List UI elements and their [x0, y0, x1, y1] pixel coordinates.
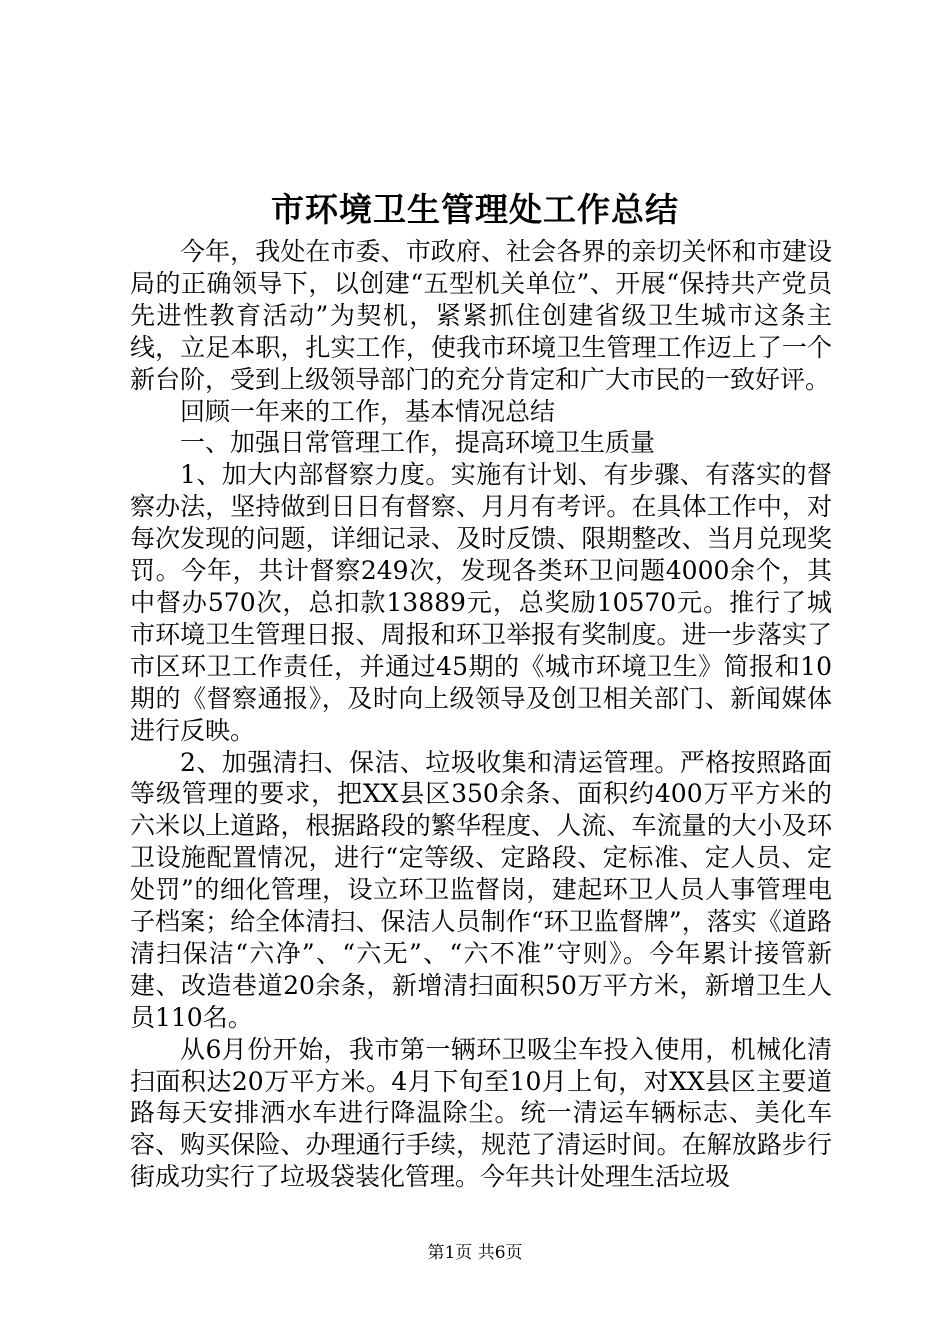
section-heading-1: 一、加强日常管理工作，提高环境卫生质量 [180, 428, 656, 458]
page-footer: 第1页 共6页 [427, 1243, 523, 1263]
paragraph-intro: 今年，我处在市委、市政府、社会各界的亲切关怀和市建设局的正确领导下，以创建“五型机关单位”、开展“保持共产党员先进性教育活动”为契机，紧紧抓住创建省级卫生城市这条主线，立足本职，扎实工作，使我市环境卫生管理工作迈上了一个新台阶，受到上级领导部门的充分肯定和广大市民的一致好评。 [130, 237, 832, 394]
paragraph-item-2-continued: 从6月份开始，我市第一辆环卫吸尘车投入使用，机械化清扫面积达20万平方米。4月下旬至10月上旬，对XX县区主要道路每天安排洒水车进行降温除尘。统一清运车辆标志、美化车容、购买保险、办理通行手续，规范了清运时间。在解放路步行街成功实行了垃圾袋装化管理。今年共计处理生活垃圾 [130, 1034, 832, 1192]
document-body [130, 236, 832, 1193]
paragraph-item-1: 1、加大内部督察力度。实施有计划、有步骤、有落实的督察办法，坚持做到日日有督察、月月有考评。在具体工作中，对每次发现的问题，详细记录、及时反馈、限期整改、当月兑现奖罚。今年，共计督察249次，发现各类环卫问题4000余个，其中督办570次，总扣款13889元，总奖励10570元。推行了城市环境卫生管理日报、周报和环卫举报有奖制度。进一步落实了市区环卫工作责任，并通过45期的《城市环境卫生》简报和10期的《督察通报》，及时向上级领导及创卫相关部门、新闻媒体进行反映。 [130, 460, 832, 745]
paragraph-review: 回顾一年来的工作，基本情况总结 [180, 396, 556, 426]
document-title: 市环境卫生管理处工作总结 [271, 190, 679, 229]
paragraph-item-2: 2、加强清扫、保洁、垃圾收集和清运管理。严格按照路面等级管理的要求，把XX县区350余条、面积约400万平方米的六米以上道路，根据路段的繁华程度、人流、车流量的大小及环卫设施配置情况，进行“定等级、定路段、定标准、定人员、定处罚”的细化管理，设立环卫监督岗，建起环卫人员人事管理电子档案；给全体清扫、保洁人员制作“环卫监督牌”，落实《道路清扫保洁“六净”、“六无”、“六不准”守则》。今年累计接管新建、改造巷道20余条，新增清扫面积50万平方米，新增卫生人员110名。 [130, 747, 832, 1032]
